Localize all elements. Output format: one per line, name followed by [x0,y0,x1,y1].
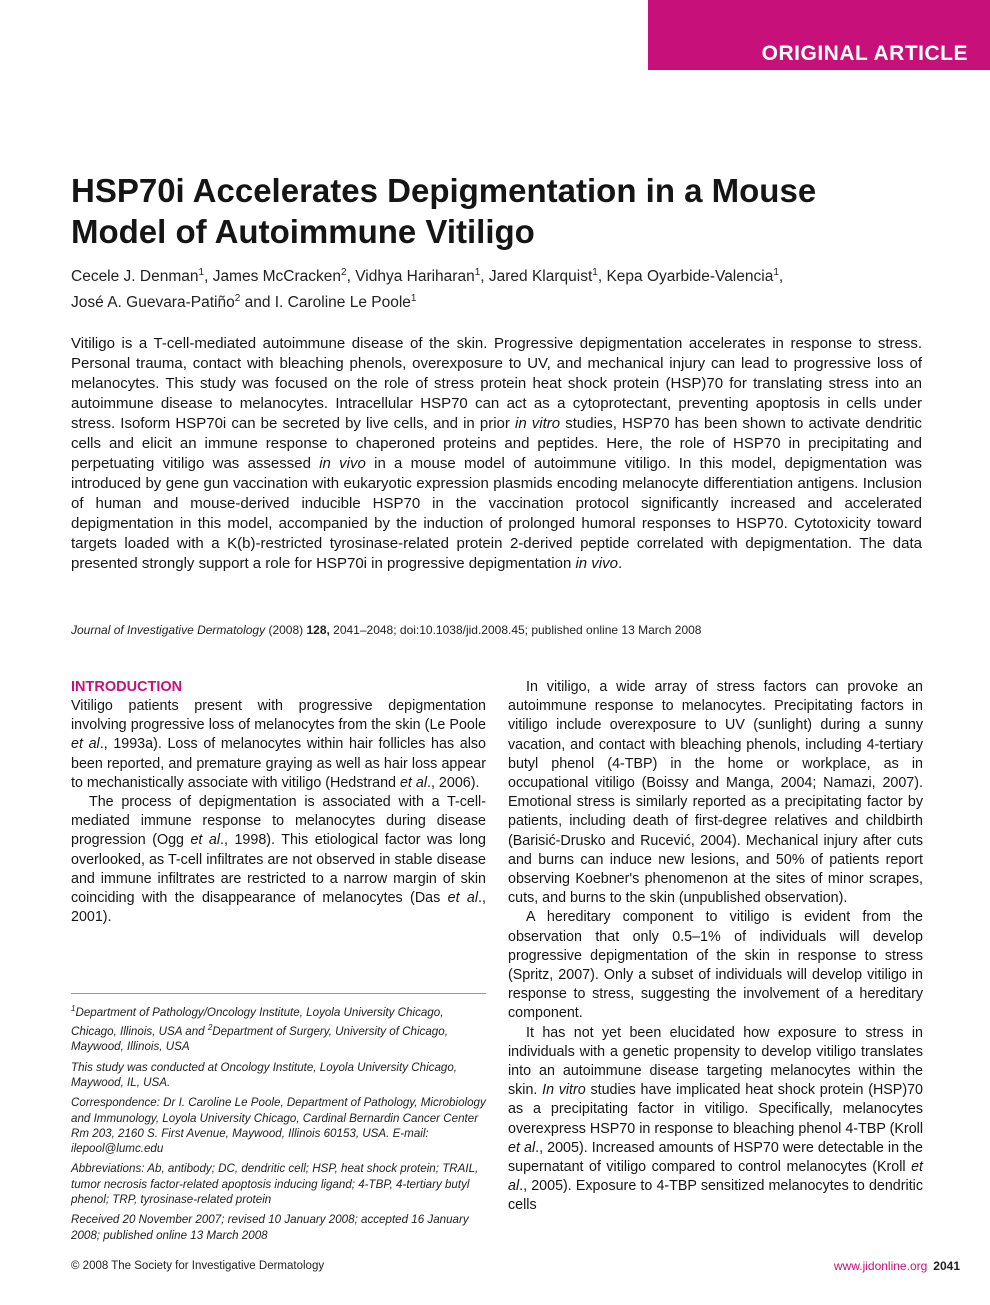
author-name: and I. Caroline Le Poole [240,294,411,312]
footnote-affiliations [71,1001,486,1055]
footnote-text: Department of Surgery, University of Chicago, Maywood, Illinois, USA [71,1025,448,1054]
author-list [71,262,931,314]
abstract-text: . [617,555,623,572]
body-italic: et al [508,1139,536,1156]
journal-citation [71,623,931,637]
journal-url-link[interactable]: www.jidonline.org [833,1259,928,1273]
body-italic: et al [190,832,221,849]
body-paragraph [508,1024,923,1216]
abstract-text: Vitiligo is a T-cell-mediated autoimmune disease of the skin. Progressive depigmentation accelerates in response to stress. Personal trauma, contact with bleaching phenols, overexposure to UV, and mechanical injury can lead to progressive loss of melanocytes. This study was focused on the role of stress protein heat shock protein (HSP)70 for translating stress into an autoimmune disease to melanocytes. Intracellular HSP70 can act as a cytoprotectant, preventing apoptosis in cells under stress. Isoform HSP70i can be secreted by live cells, and in prior [71,335,922,432]
abstract [71,334,922,574]
article-title [71,170,911,252]
section-heading-introduction: INTRODUCTION [71,679,183,695]
affiliation-mark: 2 [207,1023,213,1033]
body-italic: et al [71,736,100,753]
author-name: , James McCracken [204,268,342,286]
citation-details: 2041–2048; doi:10.1038/jid.2008.45; published online 13 March 2008 [329,623,702,637]
body-text: The process of depigmentation is associated with a T-cell-mediated immune response to melanocytes during disease progression (Ogg [71,794,486,849]
affiliation-mark: 1 [71,1004,76,1013]
journal-name: Journal of Investigative Dermatology [71,623,266,637]
abstract-text: studies, HSP70 has been shown to activate dendritic cells and elicit an immune response to chaperoned proteins and peptides. Here, the role of HSP70 in precipitating and perpetuating vitiligo was assessed [71,415,923,472]
affiliation-mark: 1 [198,267,205,278]
right-column [508,678,923,1216]
article-type-banner: ORIGINAL ARTICLE [648,0,990,70]
body-italic: et al [399,774,427,791]
footnote-text: Department of Pathology/Oncology Institute, Loyola University Chicago, Chicago, Illinois, USA and [71,1005,444,1039]
author-name: , Jared Klarquist [480,268,593,286]
abstract-italic: in vivo [319,455,366,472]
body-italic: et al [508,1159,923,1195]
body-text: ., 2006). [427,774,480,791]
footnotes [71,993,486,1248]
page-number: 2041 [933,1259,960,1273]
citation-volume: 128, [306,623,330,637]
affiliation-mark: 1 [592,267,598,278]
abstract-italic: in vivo [575,555,618,572]
body-text: ., 2001). [71,890,486,926]
affiliation-mark: 1 [773,267,779,278]
affiliation-mark: 2 [341,267,347,278]
footnote-abbreviations: Abbreviations: Ab, antibody; DC, dendritic cell; HSP, heat shock protein; TRAIL, tumor necrosis factor-related apoptosis inducing ligand; 4-TBP, 4-tertiary butyl phenol; TRP, tyrosinase-related protein [71,1162,479,1206]
body-text: ., 2005). Exposure to 4-TBP sensitized melanocytes to dendritic cells [508,1178,923,1214]
body-text: Vitiligo patients present with progressive depigmentation involving progressive loss of melanocytes from the skin (Le Poole [71,698,486,734]
footnote-correspondence: Correspondence: Dr I. Caroline Le Poole, Department of Pathology, Microbiology and Immunology, Loyola University Chicago, Cardinal Bernardin Cancer Center Rm 203, 2160 S. First Avenue, Maywood, Illinois 60153, USA. E-mail: ilepool@lumc.edu [71,1096,486,1156]
body-text: ., 2005). Increased amounts of HSP70 were detectable in the supernatant of vitiligo compared to control melanocytes (Kroll [508,1139,923,1176]
body-text: studies have implicated heat shock protein (HSP)70 as a precipitating factor in vitiligo. Specifically, melanocytes overexpress HSP70 in response to bleaching phenol 4-TBP (Kroll [508,1082,924,1137]
author-name: , Vidhya Hariharan [346,268,475,286]
author-separator: , [778,268,784,286]
abstract-text: in a mouse model of autoimmune vitiligo. In this model, depigmentation was introduced by gene gun vaccination with eukaryotic expression plasmids encoding melanocyte differentiation antigens. Inclusion of human and mouse-derived inducible HSP70 in the vaccination protocol significantly increased and accelerated depigmentation in this model, accompanied by the induction of prolonged humoral responses to HSP70. Cytotoxicity toward targets loaded with a K(b)-restricted tyrosinase-related protein 2-derived peptide correlated with depigmentation. The data presented strongly support a role for HSP70i in progressive depigmentation [71,455,922,572]
body-text: ., 1993a). Loss of melanocytes within hair follicles has also been reported, and premature graying as well as hair loss appear to mechanistically associate with vitiligo (Hedstrand [71,736,486,791]
affiliation-mark: 1 [474,267,481,278]
footnote-study: This study was conducted at Oncology Institute, Loyola University Chicago, Maywood, IL, USA. [71,1060,458,1089]
intro-paragraph [71,793,486,927]
author-name: José A. Guevara-Patiño [71,294,235,312]
body-paragraph: A hereditary component to vitiligo is evident from the observation that only 0.5–1% of individuals will develop progressive depigmentation of the skin in response to stress (Spritz, 2007). Only a subset of individuals will develop vitiligo in response to stress, suggesting the involvement of a hereditary component. [508,909,923,1022]
left-column [71,678,486,927]
author-name: Cecele J. Denman [71,268,199,286]
footer-right [834,1259,960,1273]
citation-year: (2008) [265,623,307,637]
author-name: , Kepa Oyarbide-Valencia [597,268,774,286]
abstract-italic: in vitro [514,415,561,432]
body-paragraph: In vitiligo, a wide array of stress factors can provoke an autoimmune response to melanocytes. Precipitating factors in vitiligo include overexposure to UV (sunlight) during a sunny vacation, and contact with bleaching phenols, including 4-tertiary butyl phenol (4-TBP) in the home or workplace, as in occupational vitiligo (Boissy and Manga, 2004; Namazi, 2007). Emotional stress is similarly reported as a precipitating factor by patients, including death of first-degree relatives and childbirth (Barisić-Drusko and Rucević, 2004). Mechanical injury after cuts and burns can induce new lesions, and 50% of patients report observing Koebner's phenomenon at the sites of minor scrapes, cuts, and burns to the skin (unpublished observation). [508,679,923,907]
affiliation-mark: 2 [234,293,241,305]
title-line-1: HSP70i Accelerates Depigmentation in a Mouse [71,172,817,209]
title-line-2: Model of Autoimmune Vitiligo [71,213,535,250]
footnote-dates: Received 20 November 2007; revised 10 January 2008; accepted 16 January 2008; published online 13 March 2008 [71,1213,469,1242]
body-italic: In vitro [542,1082,586,1099]
body-text: ., 1998). This etiological factor was long overlooked, as T-cell infiltrates are not observed in stable disease and immune infiltrates are restricted to a narrow margin of skin coinciding with the disappearance of melanocytes (Das [71,832,487,907]
affiliation-mark: 1 [410,293,417,305]
footer-copyright: © 2008 The Society for Investigative Dermatology [71,1260,325,1272]
body-text: It has not yet been elucidated how exposure to stress in individuals with a genetic propensity to develop vitiligo translates into an autoimmune disease targeting melanocytes within the skin. [508,1024,923,1099]
body-italic: et al [447,890,479,907]
intro-paragraph [71,697,486,793]
